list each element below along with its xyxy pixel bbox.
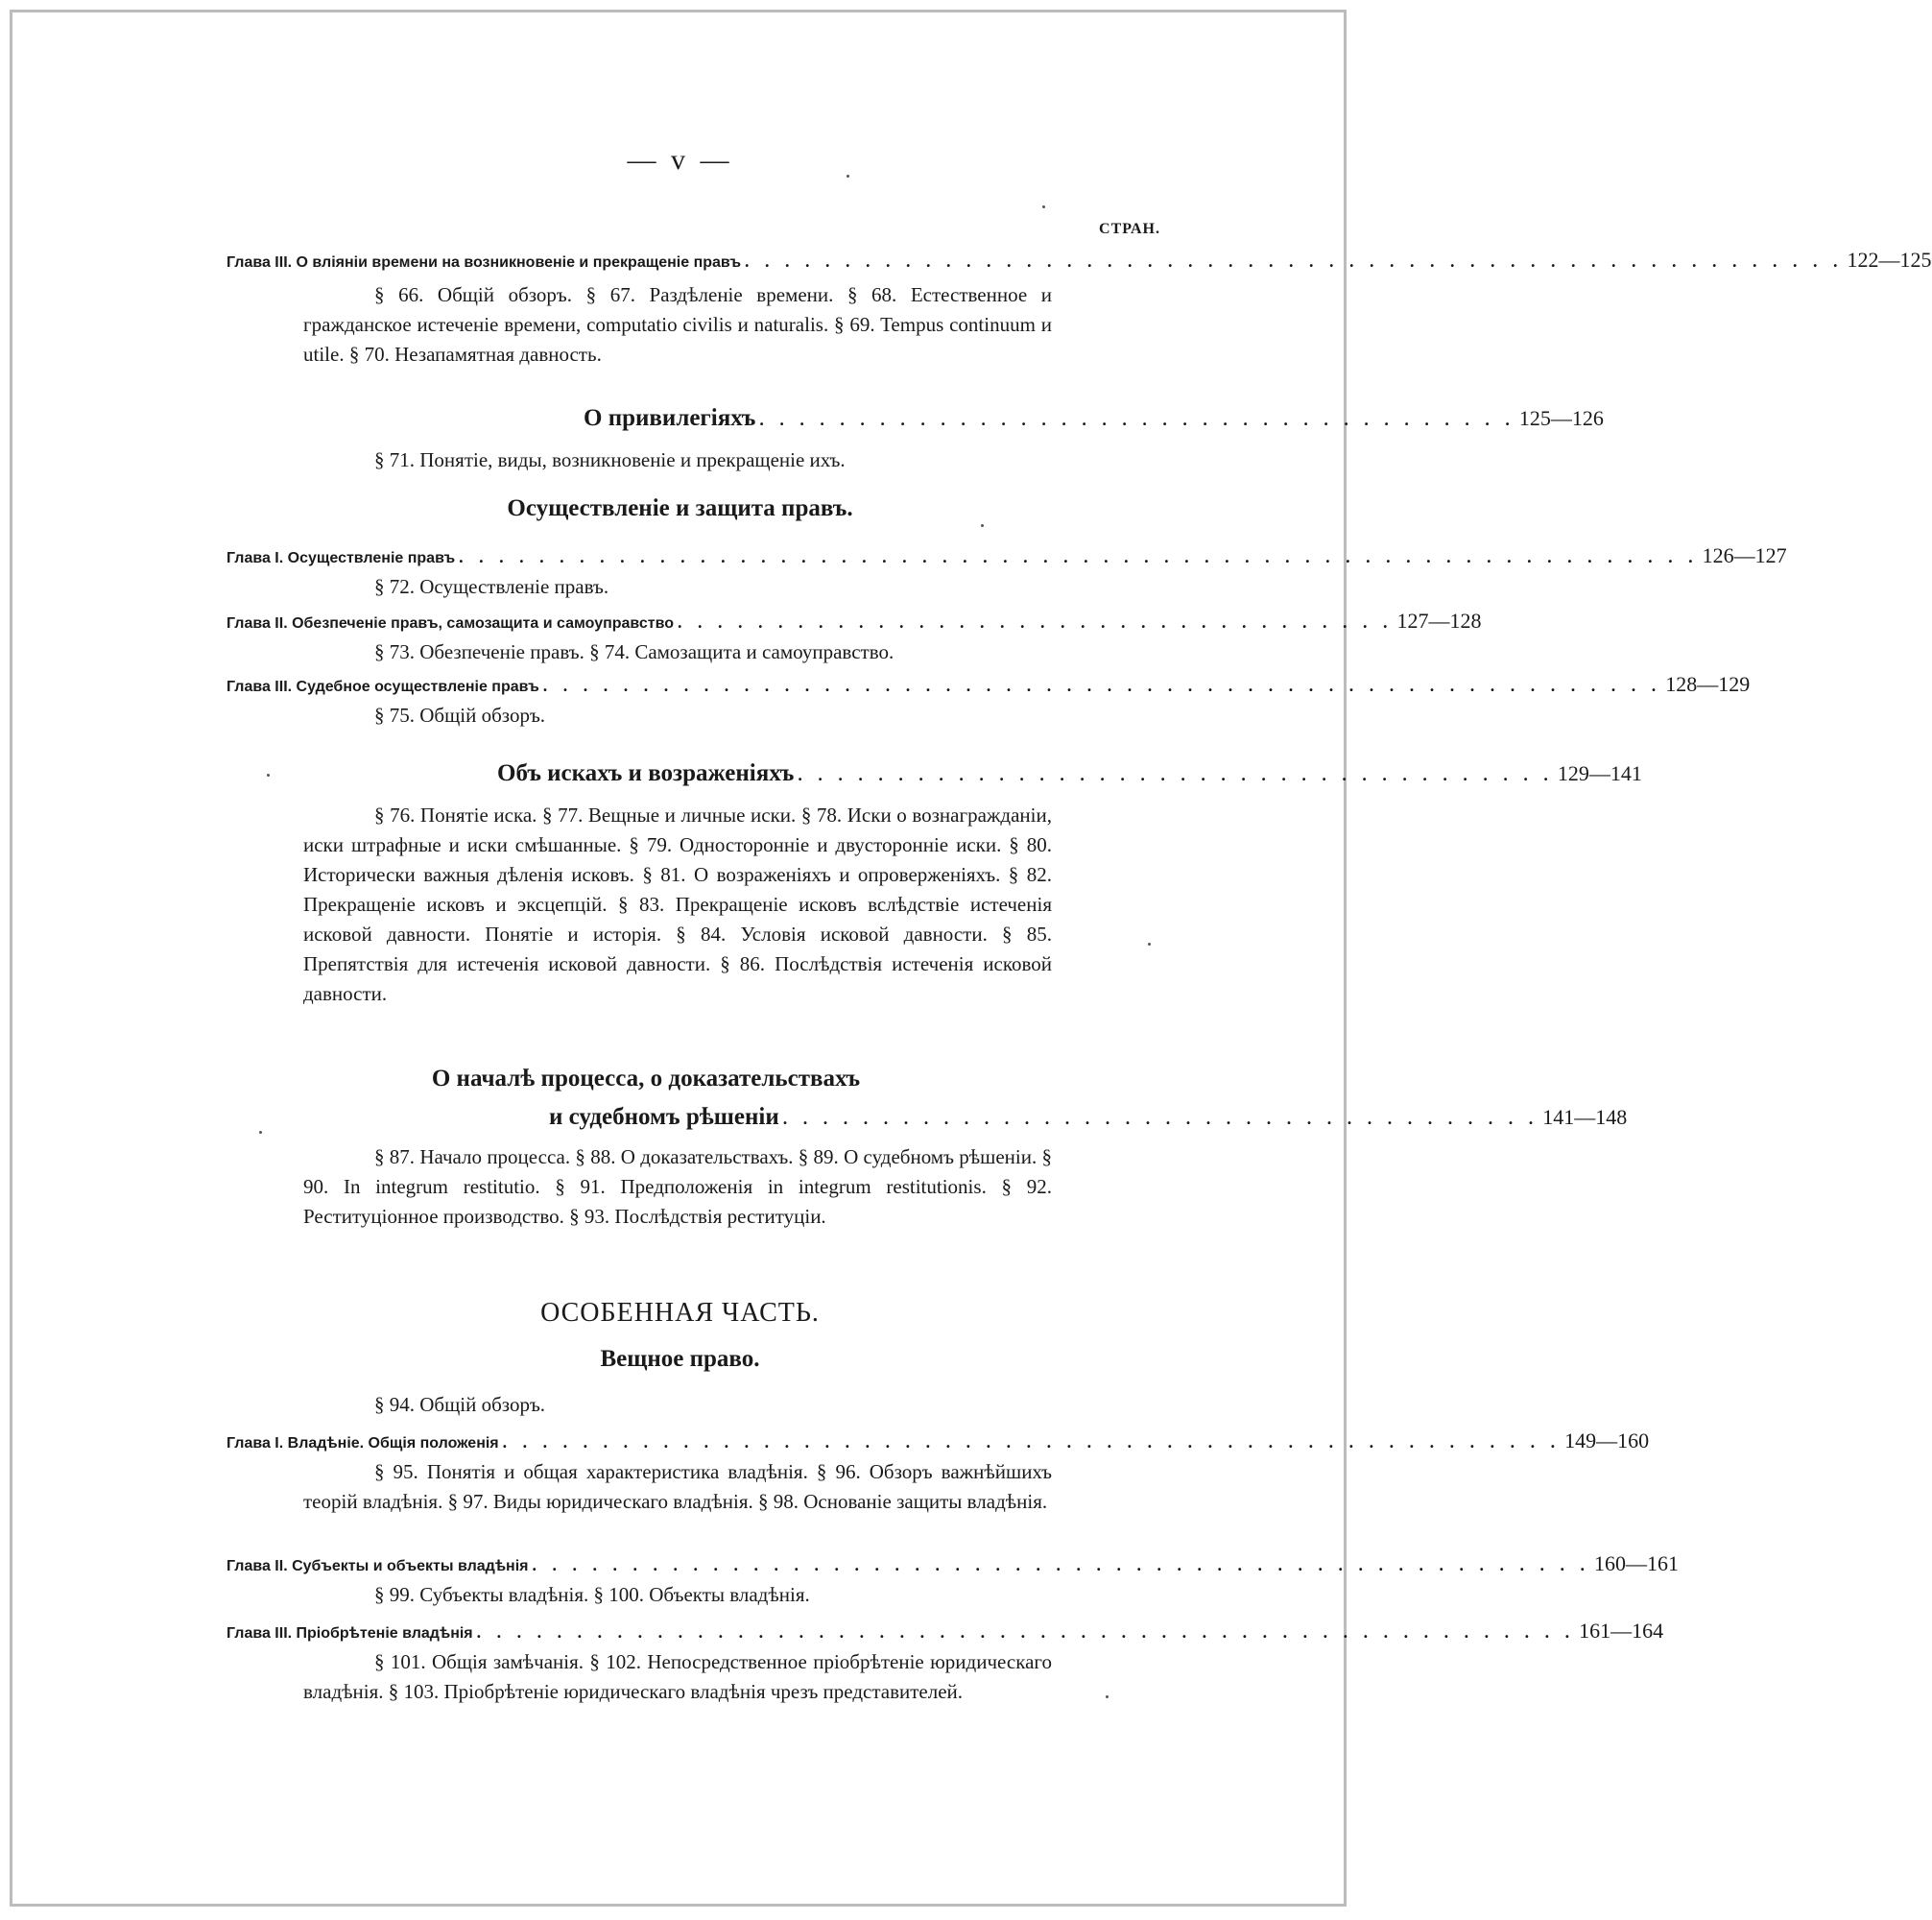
toc-paragraph: § 76. Понятіе иска. § 77. Вещные и личные иски. § 78. Иски о вознагражданіи, иски штрафные и иски смѣшанные. § 79. Односторонніе и двусторонніе иски. § 80. Исторически важныя дѣленія исковъ. § 81. О возраженіяхъ и опроверженіяхъ. § 82. Прекращеніе исковъ и эксцепцій. § 83. Прекращеніе исковъ вслѣдствіе истеченія исковой давности. Понятіе и исторія. § 84. Условія исковой давности. § 85. Препятствія для истеченія исковой давности. § 86. Послѣдствія истеченія исковой давности. xyxy=(303,804,1052,1005)
toc-paragraph: § 71. Понятіе, виды, возникновеніе и прекращеніе ихъ. xyxy=(374,448,846,471)
leader-dots: . . . . . . . . . . . . . . . . . . . . . . . . . . . . . . . . . . . . . . . . . . . . . . . . . . . . . . . . . . . . . . xyxy=(459,547,1699,566)
toc-entry-label: Глава II. Обезпеченіе правъ, самозащита и самоуправство xyxy=(227,615,674,632)
leader-dots: . . . . . . . . . . . . . . . . . . . . . . . . . . . . . . . . . . . . xyxy=(678,612,1394,632)
leader-dots: . . . . . . . . . . . . . . . . . . . . . . . . . . . . . . . . . . . . . . . . . . . . . . . . . . . . . xyxy=(502,1432,1562,1452)
toc-entry-pages: 125—126 xyxy=(1518,406,1604,430)
toc-entry-pages: 126—127 xyxy=(1702,543,1787,567)
scan-speck xyxy=(259,1131,262,1134)
toc-entry-label: Глава I. Владѣніе. Общія положенія xyxy=(227,1435,499,1452)
toc-paragraph: § 95. Понятія и общая характеристика владѣнія. § 96. Обзоръ важнѣйшихъ теорій владѣнія. § 97. Виды юридическаго владѣнія. § 98. Основаніе защиты владѣнія. xyxy=(303,1460,1052,1513)
leader-dots: . . . . . . . . . . . . . . . . . . . . . . . . . . . . . . . . . . . . . . . . . . . . . . . . . . . . . . . . xyxy=(542,676,1662,695)
scan-speck xyxy=(1106,1695,1109,1698)
toc-entry-label: Глава III. О вліяніи времени на возникновеніе и прекращеніе правъ xyxy=(227,254,742,271)
toc-paragraph: § 87. Начало процесса. § 88. О доказательствахъ. § 89. О судебномъ рѣшеніи. § 90. In integrum restitutio. § 91. Предположенія in integrum restitutionis. § 92. Реституціонное производство. § 93. Послѣдствія реституціи. xyxy=(303,1145,1052,1228)
toc-entry[interactable] xyxy=(227,760,1642,787)
toc-entry-pages: 129—141 xyxy=(1557,761,1642,785)
toc-heading-two-line xyxy=(227,1066,1161,1092)
toc-paragraph: § 73. Обезпеченіе правъ. § 74. Самозащита и самоуправство. xyxy=(374,640,894,663)
toc-entry-pages: 149—160 xyxy=(1564,1428,1650,1452)
toc-entry-pages: 122—125 xyxy=(1847,248,1932,272)
part-heading: ОСОБЕННАЯ ЧАСТЬ. xyxy=(540,1298,820,1328)
toc-paragraph: § 75. Общій обзоръ. xyxy=(374,704,546,727)
toc-paragraph: § 66. Общій обзоръ. § 67. Раздѣленіе времени. § 68. Естественное и гражданское истеченіе времени, computatio civilis и naturalis. § 69. Tempus continuum и utile. § 70. Незапамятная давность. xyxy=(303,283,1052,366)
toc-entry[interactable] xyxy=(227,672,1751,697)
pages-column-header: СТРАН. xyxy=(1099,221,1160,237)
section-heading: Вещное право. xyxy=(600,1346,760,1372)
toc-entry-label: и судебномъ рѣшеніи xyxy=(549,1104,779,1130)
toc-entry-pages: 141—148 xyxy=(1542,1105,1628,1129)
toc-entry-label: Глава II. Субъекты и объекты владѣнія xyxy=(227,1558,529,1574)
toc-entry-pages: 160—161 xyxy=(1594,1551,1679,1575)
leader-dots: . . . . . . . . . . . . . . . . . . . . . . . . . . . . . . . . . . . . . . xyxy=(798,765,1554,784)
leader-dots: . . . . . . . . . . . . . . . . . . . . . . . . . . . . . . . . . . . . . . . . . . . . . . . . . . . . . . . xyxy=(745,252,1844,271)
toc-entry[interactable] xyxy=(227,405,1604,432)
toc-entry-label: Объ искахъ и возраженіяхъ xyxy=(497,760,795,786)
toc-entry-label: О привилегіяхъ xyxy=(584,405,756,431)
scan-speck xyxy=(847,175,849,178)
toc-paragraph: § 72. Осуществленіе правъ. xyxy=(374,575,609,598)
toc-entry-label: Глава III. Пріобрѣтеніе владѣнія xyxy=(227,1625,473,1642)
toc-paragraph: § 99. Субъекты владѣнія. § 100. Объекты владѣнія. xyxy=(374,1583,810,1606)
toc-entry-label: Глава I. Осуществленіе правъ xyxy=(227,550,456,566)
leader-dots: . . . . . . . . . . . . . . . . . . . . . . . . . . . . . . . . . . . . . . xyxy=(759,410,1515,429)
leader-dots: . . . . . . . . . . . . . . . . . . . . . . . . . . . . . . . . . . . . . . . . . . . . . . . . . . . . . . . xyxy=(476,1622,1576,1642)
scan-speck xyxy=(1148,943,1151,946)
leader-dots: . . . . . . . . . . . . . . . . . . . . . . . . . . . . . . . . . . . . . . . . . . . . . . . . . . . . . xyxy=(532,1555,1590,1574)
toc-entry[interactable] xyxy=(227,1428,1650,1453)
toc-entry[interactable] xyxy=(227,1619,1664,1644)
toc-entry-pages: 127—128 xyxy=(1396,609,1482,633)
scan-speck xyxy=(981,524,984,527)
scan-speck xyxy=(1042,205,1045,208)
toc-entry-pages: 128—129 xyxy=(1665,672,1751,696)
scan-speck xyxy=(267,774,270,777)
toc-entry-pages: 161—164 xyxy=(1579,1619,1664,1643)
toc-entry[interactable] xyxy=(227,609,1482,634)
section-heading: Осуществленіе и защита правъ. xyxy=(507,495,853,521)
toc-entry[interactable] xyxy=(227,543,1787,568)
leader-dots: . . . . . . . . . . . . . . . . . . . . . . . . . . . . . . . . . . . . . . xyxy=(782,1109,1539,1128)
toc-heading-line: О началѣ процесса, о доказательствахъ xyxy=(431,1066,861,1092)
toc-paragraph: § 94. Общій обзоръ. xyxy=(374,1393,546,1416)
page-number: — v — xyxy=(627,144,733,176)
toc-entry[interactable] xyxy=(227,248,1932,273)
toc-paragraph: § 101. Общія замѣчанія. § 102. Непосредственное пріобрѣтеніе юридическаго владѣнія. § 103. Пріобрѣтеніе юридическаго владѣнія чрезъ представителей. xyxy=(303,1650,1052,1703)
toc-entry[interactable] xyxy=(227,1551,1679,1576)
toc-entry[interactable] xyxy=(227,1104,1628,1131)
toc-entry-label: Глава III. Судебное осуществленіе правъ xyxy=(227,679,539,695)
